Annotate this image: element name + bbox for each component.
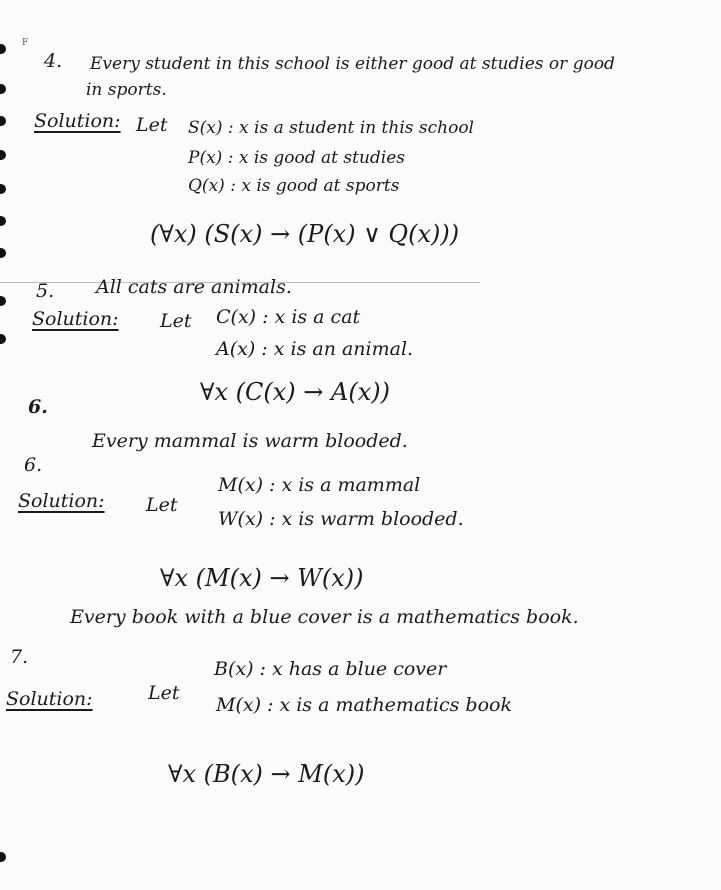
logic-formula: ∀x (C(x) → A(x)) (200, 378, 390, 406)
problem-number: 6. (24, 454, 43, 476)
definition-line: B(x) : x has a blue cover (214, 658, 447, 680)
corner-mark: F (22, 38, 29, 48)
problem-statement: Every mammal is warm blooded. (92, 430, 408, 452)
logic-formula: ∀x (M(x) → W(x)) (160, 564, 364, 592)
definition-line: A(x) : x is an animal. (216, 338, 414, 360)
binder-hole (0, 44, 6, 54)
problem-statement: Every student in this school is either good at studies or good (90, 54, 615, 74)
binder-hole (0, 296, 6, 306)
let-word: Let (160, 310, 192, 332)
solution-label: Solution: (34, 110, 121, 132)
logic-formula: ∀x (B(x) → M(x)) (168, 760, 365, 788)
definition-line: Q(x) : x is good at sports (188, 176, 400, 196)
solution-label: Solution: (18, 490, 105, 512)
binder-hole (0, 334, 6, 344)
binder-hole (0, 852, 6, 862)
definition-line: W(x) : x is warm blooded. (218, 508, 464, 530)
binder-hole (0, 150, 6, 160)
definition-line: S(x) : x is a student in this school (188, 118, 474, 138)
binder-hole (0, 116, 6, 126)
problem-number: 4. (44, 50, 63, 72)
problem-number: 7. (10, 646, 29, 668)
let-word: Let (148, 682, 180, 704)
problem-statement-continued: in sports. (86, 80, 167, 100)
binder-hole (0, 248, 6, 258)
logic-formula: (∀x) (S(x) → (P(x) ∨ Q(x))) (150, 220, 460, 248)
let-word: Let (136, 114, 168, 136)
definition-line: M(x) : x is a mathematics book (216, 694, 512, 716)
solution-label: Solution: (32, 308, 119, 330)
let-word: Let (146, 494, 178, 516)
margin-mark: 6. (28, 396, 48, 418)
binder-hole (0, 184, 6, 194)
definition-line: C(x) : x is a cat (216, 306, 361, 328)
problem-statement: Every book with a blue cover is a mathematics book. (70, 606, 579, 628)
definition-line: M(x) : x is a mammal (218, 474, 421, 496)
solution-label: Solution: (6, 688, 93, 710)
definition-line: P(x) : x is good at studies (188, 148, 405, 168)
binder-hole (0, 216, 6, 226)
problem-number: 5. (36, 280, 55, 302)
problem-statement: All cats are animals. (96, 276, 292, 298)
binder-hole (0, 84, 6, 94)
